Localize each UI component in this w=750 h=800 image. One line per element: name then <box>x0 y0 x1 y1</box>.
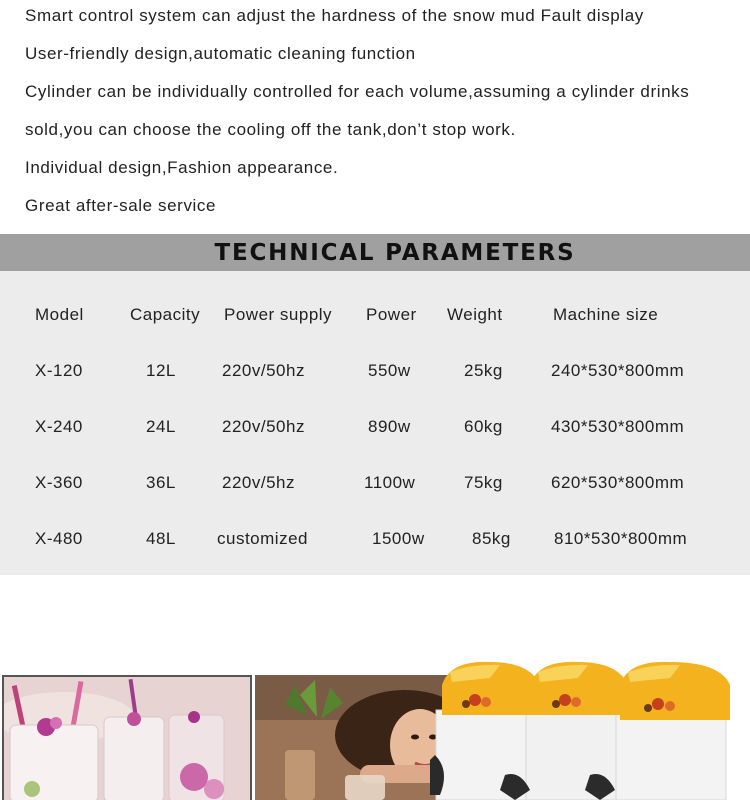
banner-title: TECHNICAL PARAMETERS <box>214 240 576 266</box>
table-cell-power: 1500w <box>372 529 425 548</box>
table-cell-capacity: 24L <box>146 417 176 436</box>
table-cell-weight: 85kg <box>472 529 511 548</box>
table-header-power-supply: Power supply <box>224 305 333 324</box>
technical-parameters-banner <box>0 234 750 271</box>
product-photo-strip <box>0 660 750 800</box>
table-header-capacity: Capacity <box>130 305 201 324</box>
table-cell-model: X-120 <box>35 361 83 380</box>
table-cell-capacity: 36L <box>146 473 176 492</box>
table-cell-capacity: 48L <box>146 529 176 548</box>
feature-line: Smart control system can adjust the hardness of the snow mud Fault display <box>25 6 644 25</box>
table-cell-machine-size: 240*530*800mm <box>551 361 685 380</box>
table-cell-power: 890w <box>368 417 411 436</box>
table-cell-power: 1100w <box>364 473 416 492</box>
table-cell-model: X-480 <box>35 529 83 548</box>
table-cell-power-supply: 220v/50hz <box>222 361 305 380</box>
feature-line: Individual design,Fashion appearance. <box>25 158 339 177</box>
table-cell-weight: 60kg <box>464 417 503 436</box>
table-cell-machine-size: 810*530*800mm <box>554 529 688 548</box>
table-cell-weight: 25kg <box>464 361 503 380</box>
slush-drinks-photo <box>2 675 252 800</box>
table-cell-machine-size: 620*530*800mm <box>551 473 685 492</box>
parameters-table <box>0 271 750 575</box>
table-header-power: Power <box>366 305 417 324</box>
slush-drinks-illustration <box>4 677 250 800</box>
table-header-weight: Weight <box>447 305 503 324</box>
table-cell-model: X-240 <box>35 417 83 436</box>
table-cell-capacity: 12L <box>146 361 176 380</box>
slush-machine-illustration <box>430 660 750 800</box>
table-cell-weight: 75kg <box>464 473 503 492</box>
slush-machine-photo <box>430 660 750 800</box>
table-cell-power: 550w <box>368 361 411 380</box>
feature-line: Great after-sale service <box>25 196 217 215</box>
table-header-machine-size: Machine size <box>553 305 659 324</box>
table-cell-power-supply: 220v/50hz <box>222 417 305 436</box>
table-cell-power-supply: customized <box>217 529 308 548</box>
feature-line: User-friendly design,automatic cleaning function <box>25 44 416 63</box>
table-header-model: Model <box>35 305 84 324</box>
feature-line: sold,you can choose the cooling off the tank,don’t stop work. <box>25 120 516 139</box>
feature-line: Cylinder can be individually controlled for each volume,assuming a cylinder drinks <box>25 82 690 101</box>
table-cell-power-supply: 220v/5hz <box>222 473 295 492</box>
table-cell-model: X-360 <box>35 473 83 492</box>
table-cell-machine-size: 430*530*800mm <box>551 417 685 436</box>
